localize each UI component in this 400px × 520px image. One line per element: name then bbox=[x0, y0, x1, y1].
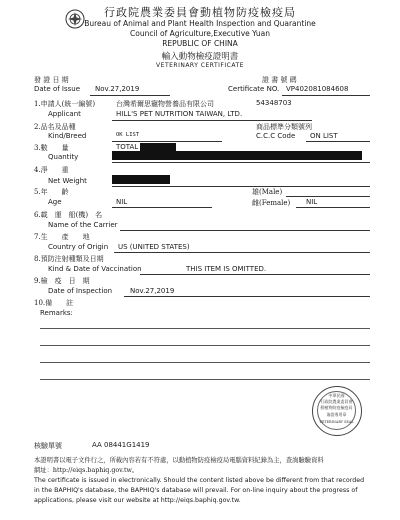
notice-cn-line: 網址：http://eiqs.baphiq.gov.tw。 bbox=[34, 467, 139, 474]
age-label: Age bbox=[48, 198, 62, 206]
certificate-no-value: VP402081084608 bbox=[286, 85, 349, 93]
age-value: NIL bbox=[116, 198, 128, 206]
quantity-detail-redaction bbox=[112, 151, 362, 160]
net-weight-redaction bbox=[112, 175, 170, 184]
certificate-title-en: VETERINARY CERTIFICATE bbox=[156, 62, 244, 69]
notice-en-line: in the BAPHIQ's database, the BAPHIQ's database will prevail. For on-line inquiry about the progress of bbox=[34, 487, 358, 494]
seal-text-line: VETERINARY SEAL bbox=[319, 420, 354, 424]
applicant-label-cn: 1.申請人(統一編號) bbox=[34, 100, 96, 108]
country-title: REPUBLIC OF CHINA bbox=[162, 39, 238, 48]
origin-value: US (UNITED STATES) bbox=[118, 243, 190, 251]
certificate-title-cn: 輸入動物檢疫證明書 bbox=[161, 52, 239, 62]
quantity-label: Quantity bbox=[48, 153, 79, 161]
seal-text-line: 簽證專用章 bbox=[326, 412, 347, 417]
remarks-line bbox=[40, 328, 370, 329]
ccc-code-label-cn: 商品標準分類號列 bbox=[256, 123, 312, 131]
official-seal bbox=[312, 386, 362, 436]
serial-value: AA 08441G1419 bbox=[92, 441, 150, 449]
ccc-code-label: C.C.C Code bbox=[256, 132, 296, 140]
date-of-issue-label: Date of Issue bbox=[34, 85, 81, 93]
inspection-date-value: Nov.27,2019 bbox=[130, 287, 175, 295]
vaccination-value: THIS ITEM IS OMITTED. bbox=[186, 265, 267, 273]
remarks-label-cn: 10.備 註 bbox=[34, 299, 74, 307]
vaccination-label-cn: 8.預防注射種類及日期 bbox=[34, 255, 104, 263]
notice-en-line: applications, please visit our website at http://eiqs.baphiq.gov.tw. bbox=[34, 497, 241, 504]
seal-text-line: 行政院農業委員會 bbox=[320, 399, 353, 404]
certificate-no-label-cn: 證 書 號 碼 bbox=[262, 76, 297, 84]
quantity-redaction bbox=[140, 143, 176, 151]
notice-cn-line: 本證明書以電子文件行之，所載內容若有不符處，以動植物防疫檢疫局電腦資料紀錄為主，查詢驗驗資料 bbox=[34, 457, 324, 464]
notice-en-line: The certificate is issued in electronically. Should the content listed above be different from that recorded bbox=[34, 477, 365, 484]
certificate-no-label: Certificate NO. bbox=[228, 85, 280, 93]
inspection-date-label: Date of Inspection bbox=[48, 287, 113, 295]
net-weight-label-cn: 4.淨 重 bbox=[34, 166, 69, 174]
bureau-title-en: Bureau of Animal and Plant Health Inspection and Quarantine bbox=[84, 19, 316, 28]
applicant-label: Applicant bbox=[48, 110, 81, 118]
kind-breed-label: Kind/Breed bbox=[48, 132, 87, 140]
quantity-label-cn: 3.數 量 bbox=[34, 144, 69, 152]
kind-breed-value: OK LIST bbox=[116, 132, 140, 138]
origin-label: Country of Origin bbox=[48, 243, 109, 251]
female-value: NIL bbox=[306, 198, 318, 206]
remarks-line bbox=[40, 362, 370, 363]
bureau-title-cn: 行政院農業委員會動植物防疫檢疫局 bbox=[104, 6, 296, 19]
remarks-line bbox=[40, 379, 370, 380]
male-label: 雄(Male) bbox=[252, 188, 283, 196]
carrier-label: Name of the Carrier bbox=[48, 221, 118, 229]
female-label: 雌(Female) bbox=[252, 199, 291, 207]
remarks-line bbox=[40, 345, 370, 346]
origin-label-cn: 7.生 產 地 bbox=[34, 233, 90, 241]
applicant-id: 54348703 bbox=[256, 99, 292, 107]
age-label-cn: 5.年 齡 bbox=[34, 188, 69, 196]
vaccination-label: Kind & Date of Vaccination bbox=[48, 265, 142, 273]
remarks-label: Remarks: bbox=[40, 309, 73, 317]
carrier-label-cn: 6.載 運 船(機) 名 bbox=[34, 211, 103, 219]
net-weight-label: Net Weight bbox=[48, 177, 87, 185]
date-of-issue-label-cn: 發 證 日 期 bbox=[34, 76, 69, 84]
kind-breed-label-cn: 2.品名及品種 bbox=[34, 123, 76, 131]
quantity-value: TOTAL bbox=[116, 143, 139, 151]
ccc-code-value: ON LIST bbox=[310, 132, 338, 140]
serial-label-cn: 核驗單號 bbox=[34, 442, 62, 450]
applicant-name-cn: 台灣希爾思寵物營養品有限公司 bbox=[116, 100, 214, 108]
seal-text-line: 中華民國 bbox=[328, 393, 345, 398]
seal-text-line: 動植物防疫檢疫局 bbox=[320, 405, 353, 410]
date-of-issue-value: Nov.27,2019 bbox=[95, 85, 140, 93]
council-title: Council of Agriculture,Executive Yuan bbox=[130, 29, 270, 38]
inspection-date-label-cn: 9.檢 疫 日 期 bbox=[34, 277, 90, 285]
applicant-name: HILL'S PET NUTRITION TAIWAN, LTD. bbox=[116, 110, 243, 118]
